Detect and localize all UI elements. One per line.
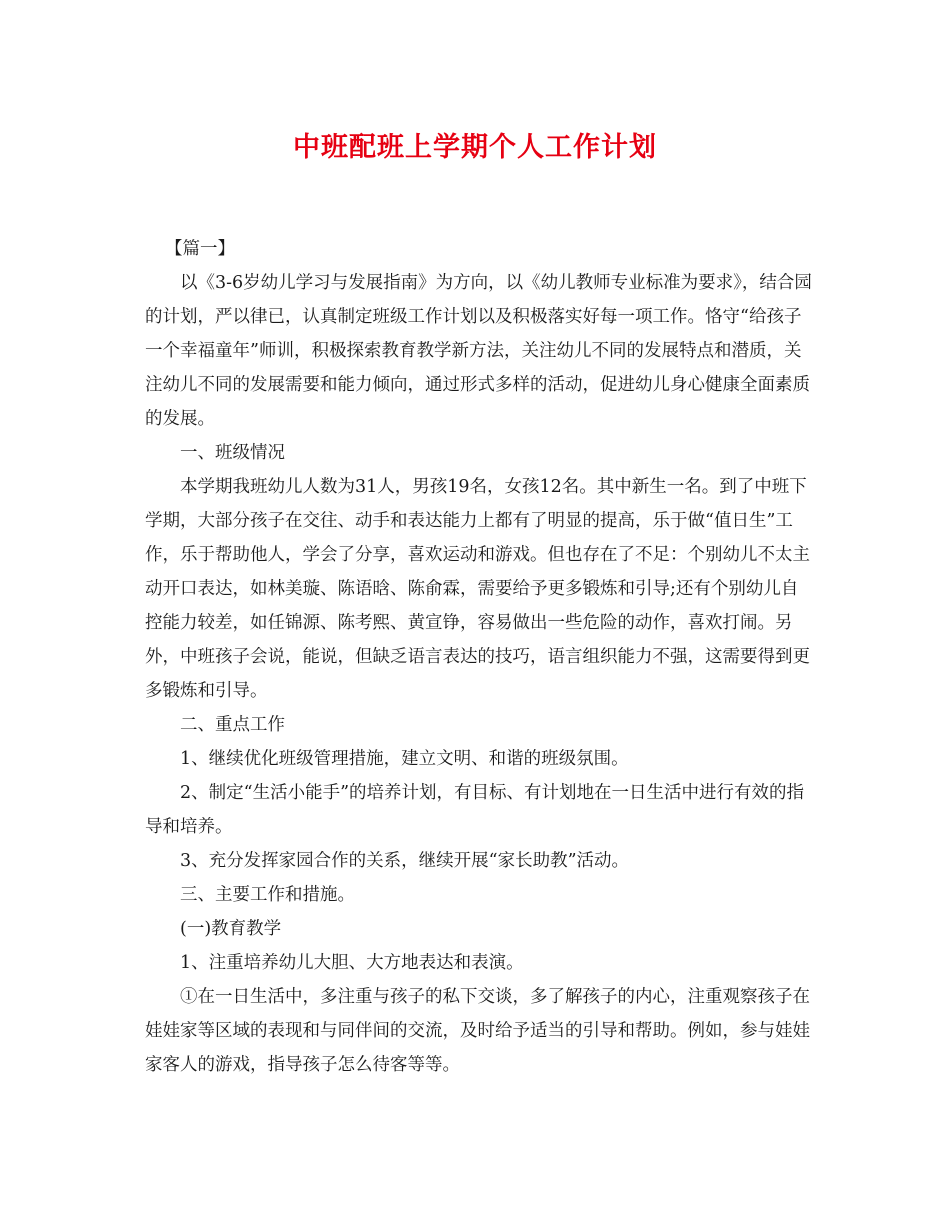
document-title: 中班配班上学期个人工作计划 bbox=[293, 132, 657, 163]
list-item: 2、制定“生活小能手”的培养计划，有目标、有计划地在一日生活中进行有效的指导和培养。 bbox=[145, 783, 805, 837]
detail-paragraph: ①在一日生活中，多注重与孩子的私下交谈，多了解孩子的内心，注重观察孩子在娃娃家等区域的表现和与同伴间的交流，及时给予适当的引导和帮助。例如，参与娃娃家客人的游戏，指导孩子怎么待客等等。 bbox=[145, 987, 810, 1075]
section-heading: 三、主要工作和措施。 bbox=[180, 885, 355, 905]
intro-paragraph: 以《3-6岁幼儿学习与发展指南》为方向，以《幼儿教师专业标准为要求》，结合园的计划，严以律已，认真制定班级工作计划以及积极落实好每一项工作。恪守“给孩子一个幸福童年”师训，积极探索教育教学新方法，关注幼儿不同的发展特点和潜质，关注幼儿不同的发展需要和能力倾向，通过形式多样的活动，促进幼儿身心健康全面素质的发展。 bbox=[145, 273, 812, 429]
class-situation-paragraph: 本学期我班幼儿人数为31人，男孩19名，女孩12名。其中新生一名。到了中班下学期，大部分孩子在交往、动手和表达能力上都有了明显的提高，乐于做“值日生”工作，乐于帮助他人，学会了分享，喜欢运动和游戏。但也存在了不足：个别幼儿不太主动开口表达，如林美璇、陈语晗、陈俞霖，需要给予更多锻炼和引导;还有个别幼儿自控能力较差，如任锦源、陈考熙、黄宣铮，容易做出一些危险的动作，喜欢打闹。另外，中班孩子会说，能说，但缺乏语言表达的技巧，语言组织能力不强，这需要得到更多锻炼和引导。 bbox=[145, 477, 810, 701]
list-item: 3、充分发挥家园合作的关系，继续开展“家长助教”活动。 bbox=[180, 851, 630, 871]
list-item: 1、继续优化班级管理措施，建立文明、和谐的班级氛围。 bbox=[180, 749, 629, 769]
subsection-heading: (一)教育教学 bbox=[180, 919, 282, 939]
document-body bbox=[145, 232, 813, 1082]
list-item: 1、注重培养幼儿大胆、大方地表达和表演。 bbox=[180, 953, 524, 973]
section-heading: 二、重点工作 bbox=[180, 715, 285, 735]
section-heading: 一、班级情况 bbox=[180, 443, 285, 463]
section-tag: 【篇一】 bbox=[165, 239, 235, 259]
